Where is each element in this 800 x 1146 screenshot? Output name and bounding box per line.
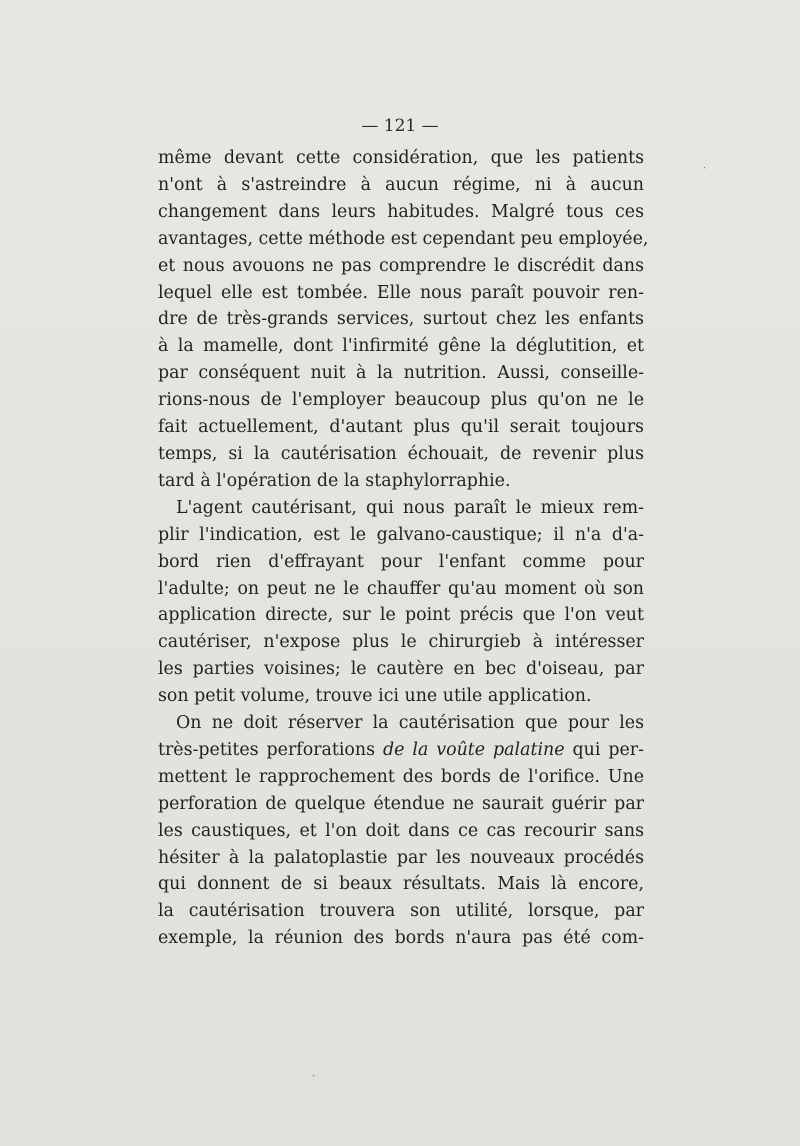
text-line: et nous avouons ne pas comprendre le discrédit dans	[158, 255, 644, 276]
text-line: changement dans leurs habitudes. Malgré tous ces	[158, 201, 644, 222]
text-line-with-italic	[158, 737, 644, 764]
text-line: fait actuellement, d'autant plus qu'il serait toujours	[158, 417, 644, 438]
text-line: son petit volume, trouve ici une utile application.	[158, 686, 592, 707]
text-line: perforation de quelque étendue ne saurait guérir par	[158, 793, 644, 814]
text-line: les caustiques, et l'on doit dans ce cas recourir sans	[158, 820, 644, 841]
text-line: On ne doit réserver la cautérisation que pour les	[176, 713, 644, 734]
text-line: même devant cette considération, que les patients	[158, 148, 644, 168]
text-line: exemple, la réunion des bords n'aura pas été com-	[158, 928, 644, 949]
text-line: bord rien d'effrayant pour l'enfant comme pour	[158, 551, 644, 572]
text-line: plir l'indication, est le galvano-caustique; il n'a d'a-	[158, 524, 644, 545]
paper-speck: ˎ	[703, 158, 707, 169]
paper-speck: ˎ	[312, 1066, 316, 1077]
text-line: cautériser, n'expose plus le chirurgieb à intéresser	[158, 632, 644, 653]
text-line: qui donnent de si beaux résultats. Mais là encore,	[158, 874, 644, 895]
italic-phrase: de la voûte palatine	[383, 739, 565, 760]
text-segment: très-petites perforations	[158, 739, 383, 760]
text-line: mettent le rapprochement des bords de l'orifice. Une	[158, 766, 644, 787]
text-segment: qui per-	[564, 739, 644, 760]
text-line: hésiter à la palatoplastie par les nouveaux procédés	[158, 847, 644, 868]
text-line: la cautérisation trouvera son utilité, lorsque, par	[158, 901, 644, 922]
text-line: à la mamelle, dont l'infirmité gêne la déglutition, et	[158, 336, 644, 357]
text-line: L'agent cautérisant, qui nous paraît le mieux rem-	[176, 497, 644, 518]
text-line: rions-nous de l'employer beaucoup plus qu'on ne le	[158, 390, 644, 411]
text-line: par conséquent nuit à la nutrition. Aussi, conseille-	[158, 363, 644, 384]
text-line: application directe, sur le point précis que l'on veut	[158, 605, 644, 626]
text-line: lequel elle est tombée. Elle nous paraît pouvoir ren-	[158, 282, 644, 303]
body-text	[158, 145, 649, 952]
text-line: temps, si la cautérisation échouait, de revenir plus	[158, 443, 644, 464]
text-line: tard à l'opération de la staphylorraphie.	[158, 470, 511, 491]
text-line: l'adulte; on peut ne le chauffer qu'au moment où son	[158, 578, 644, 599]
text-line: n'ont à s'astreindre à aucun régime, ni à aucun	[158, 174, 644, 195]
text-line: les parties voisines; le cautère en bec d'oiseau, par	[158, 659, 644, 680]
text-line: dre de très-grands services, surtout chez les enfants	[158, 309, 644, 330]
text-line: avantages, cette méthode est cependant peu employée,	[158, 228, 649, 249]
page-number: — 121 —	[361, 116, 439, 136]
